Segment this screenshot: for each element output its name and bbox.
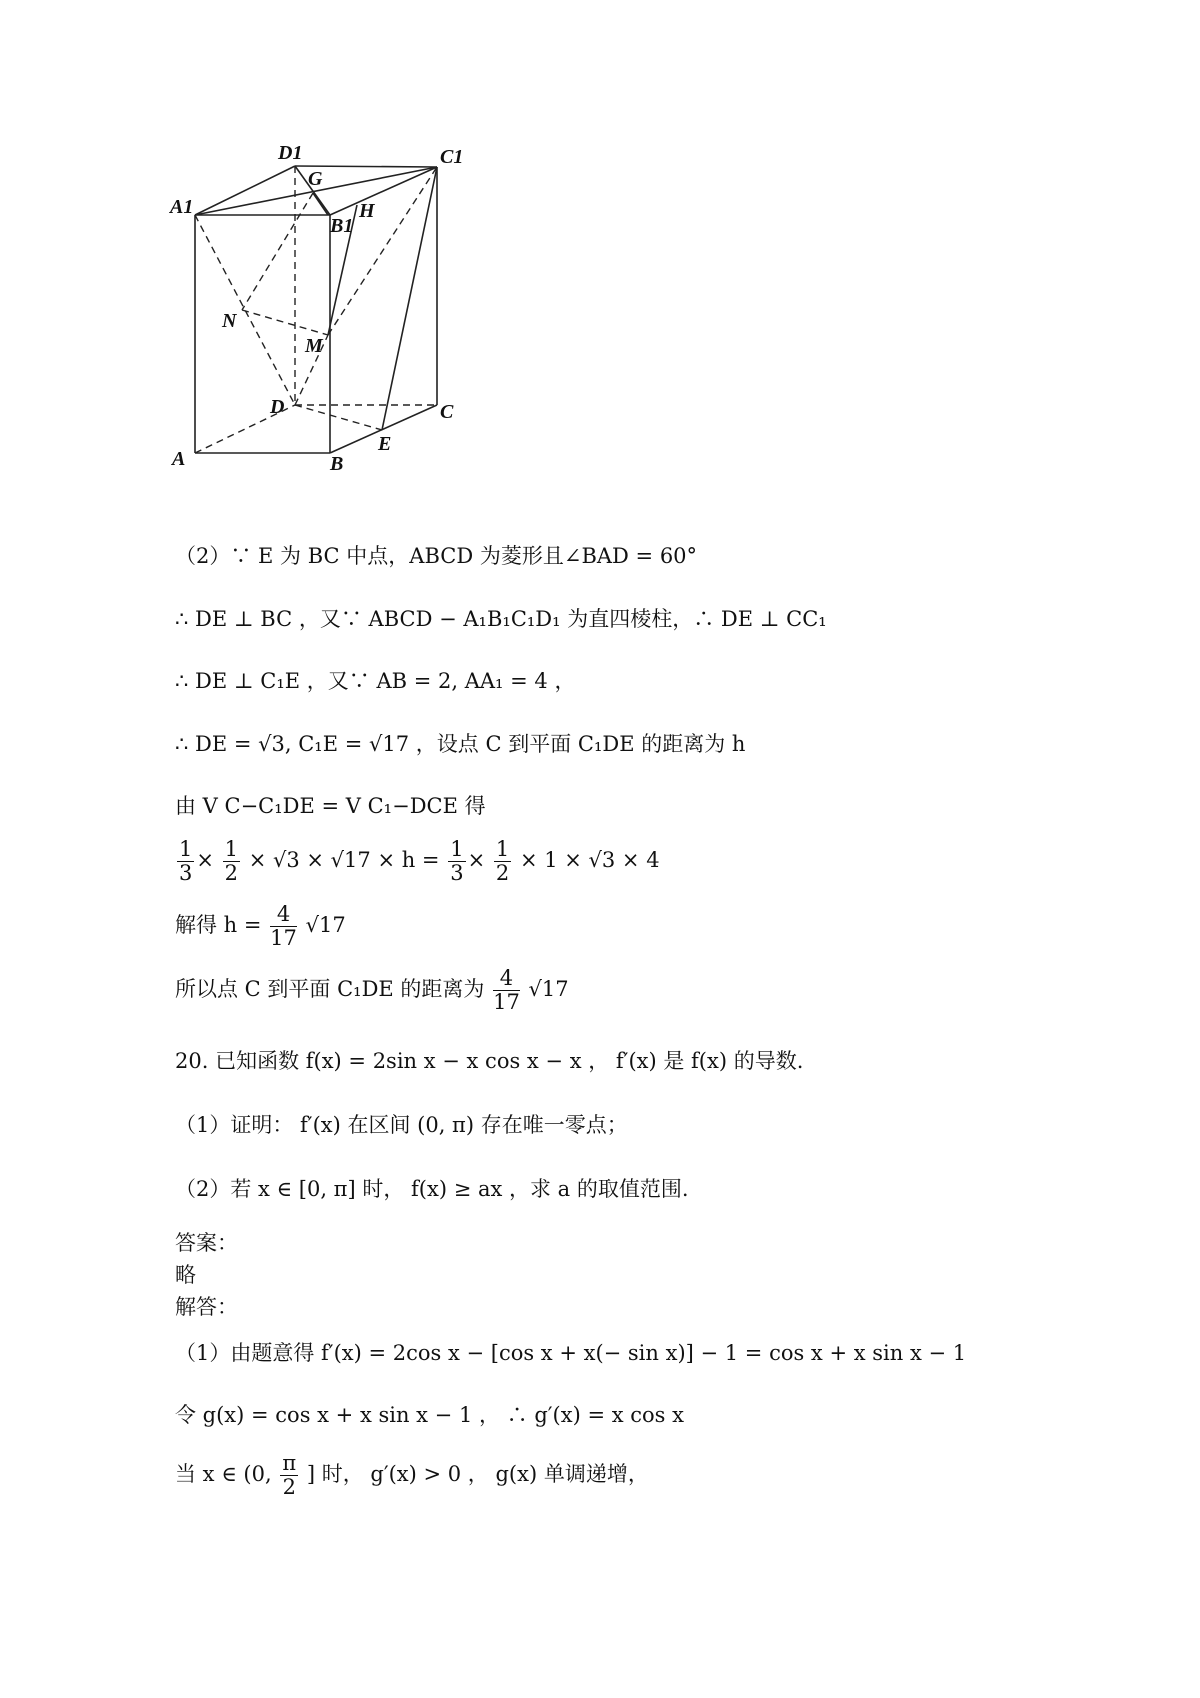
fraction: $\frac{\pi}{2}$ [282,1451,297,1500]
label-b1: B1 [330,215,354,237]
p2-line-1: （2）∵ E 为 BC 中点，ABCD 为菱形且∠BAD = 60° [175,544,698,568]
label-c: C [440,401,454,423]
label-d: D [270,396,285,418]
conclusion-suffix: √17 [528,977,569,1002]
label-h: H [359,200,375,222]
label-e: E [378,433,392,455]
sol-line-3 [175,1452,649,1499]
q20-part2: （2）若 x ∈ [0, π] 时， f(x) ≥ ax ，求 a 的取值范围. [175,1177,689,1201]
edge-a1-d1 [195,166,295,215]
edge-c1-e [382,167,437,430]
q20-stem: 20. 已知函数 f(x) = 2sin x − x cos x − x ， f′(x) 是 f(x) 的导数. [175,1049,804,1073]
edge-n-m [242,310,328,335]
label-a1: A1 [170,196,194,218]
edge-g-n [242,193,313,310]
label-d1: D1 [278,142,303,164]
p2-line-4: ∴ DE = √3, C₁E = √17 ，设点 C 到平面 C₁DE 的距离为 h [175,732,746,756]
label-c1: C1 [440,146,464,168]
fraction: $\frac{4}{17}$ [493,966,520,1015]
edge-g-b1 [313,193,328,215]
label-b: B [330,453,344,475]
prism-figure [150,135,510,520]
fraction: $\frac{1}{3}$ [450,837,464,886]
interval-prefix: 当 x ∈ (0, [175,1462,272,1487]
interval-suffix: ] 时， g′(x) > 0 ， g(x) 单调递增， [306,1462,649,1487]
fraction: $\frac{1}{2}$ [495,837,510,886]
fraction: $\frac{4}{17}$ [270,902,297,951]
equation-rhs-rest: × 1 × √3 × 4 [519,848,660,873]
sol-line-1: （1）由题意得 f′(x) = 2cos x − [cos x + x(− sin x)] − 1 = cos x + x sin x − 1 [175,1341,967,1365]
conclusion-prefix: 所以点 C 到平面 C₁DE 的距离为 [175,977,485,1002]
p2-line-7 [175,903,346,950]
answer-label: 答案： [175,1231,238,1255]
label-n: N [222,310,237,332]
sol-line-2: 令 g(x) = cos x + x sin x − 1 ， ∴ g′(x) = x cos x [175,1403,684,1427]
label-g: G [308,168,323,190]
p2-line-3: ∴ DE ⊥ C₁E ，又∵ AB = 2, AA₁ = 4 ， [175,669,576,693]
solve-suffix: √17 [305,913,346,938]
label-a: A [172,448,186,470]
fraction: $\frac{1}{3}$ [179,837,193,886]
p2-line-8 [175,967,569,1014]
fraction: $\frac{1}{2}$ [224,837,239,886]
answer-text: 略 [175,1263,196,1287]
equation-lhs-rest: × √3 × √17 × h = [248,848,440,873]
edge-a1-d [195,215,295,405]
q20-part1: （1）证明： f′(x) 在区间 (0, π) 存在唯一零点； [175,1113,628,1137]
explain-label: 解答： [175,1295,238,1319]
label-m: M [305,335,323,357]
p2-line-5: 由 V C−C₁DE = V C₁−DCE 得 [175,794,486,818]
edge-d-e [295,405,382,430]
edge-d1-c1 [295,166,437,167]
p2-line-2: ∴ DE ⊥ BC ，又∵ ABCD − A₁B₁C₁D₁ 为直四棱柱，∴ DE ⊥ CC₁ [175,607,827,631]
solve-prefix: 解得 h = [175,913,262,938]
p2-line-6: $\frac{1}{3}$ × $\frac{1}{2}$ × √3 × √17 × h = $\frac{1}{3}$ × $\frac{1}{2}$ × 1 × √3 × 4 [179,837,660,886]
